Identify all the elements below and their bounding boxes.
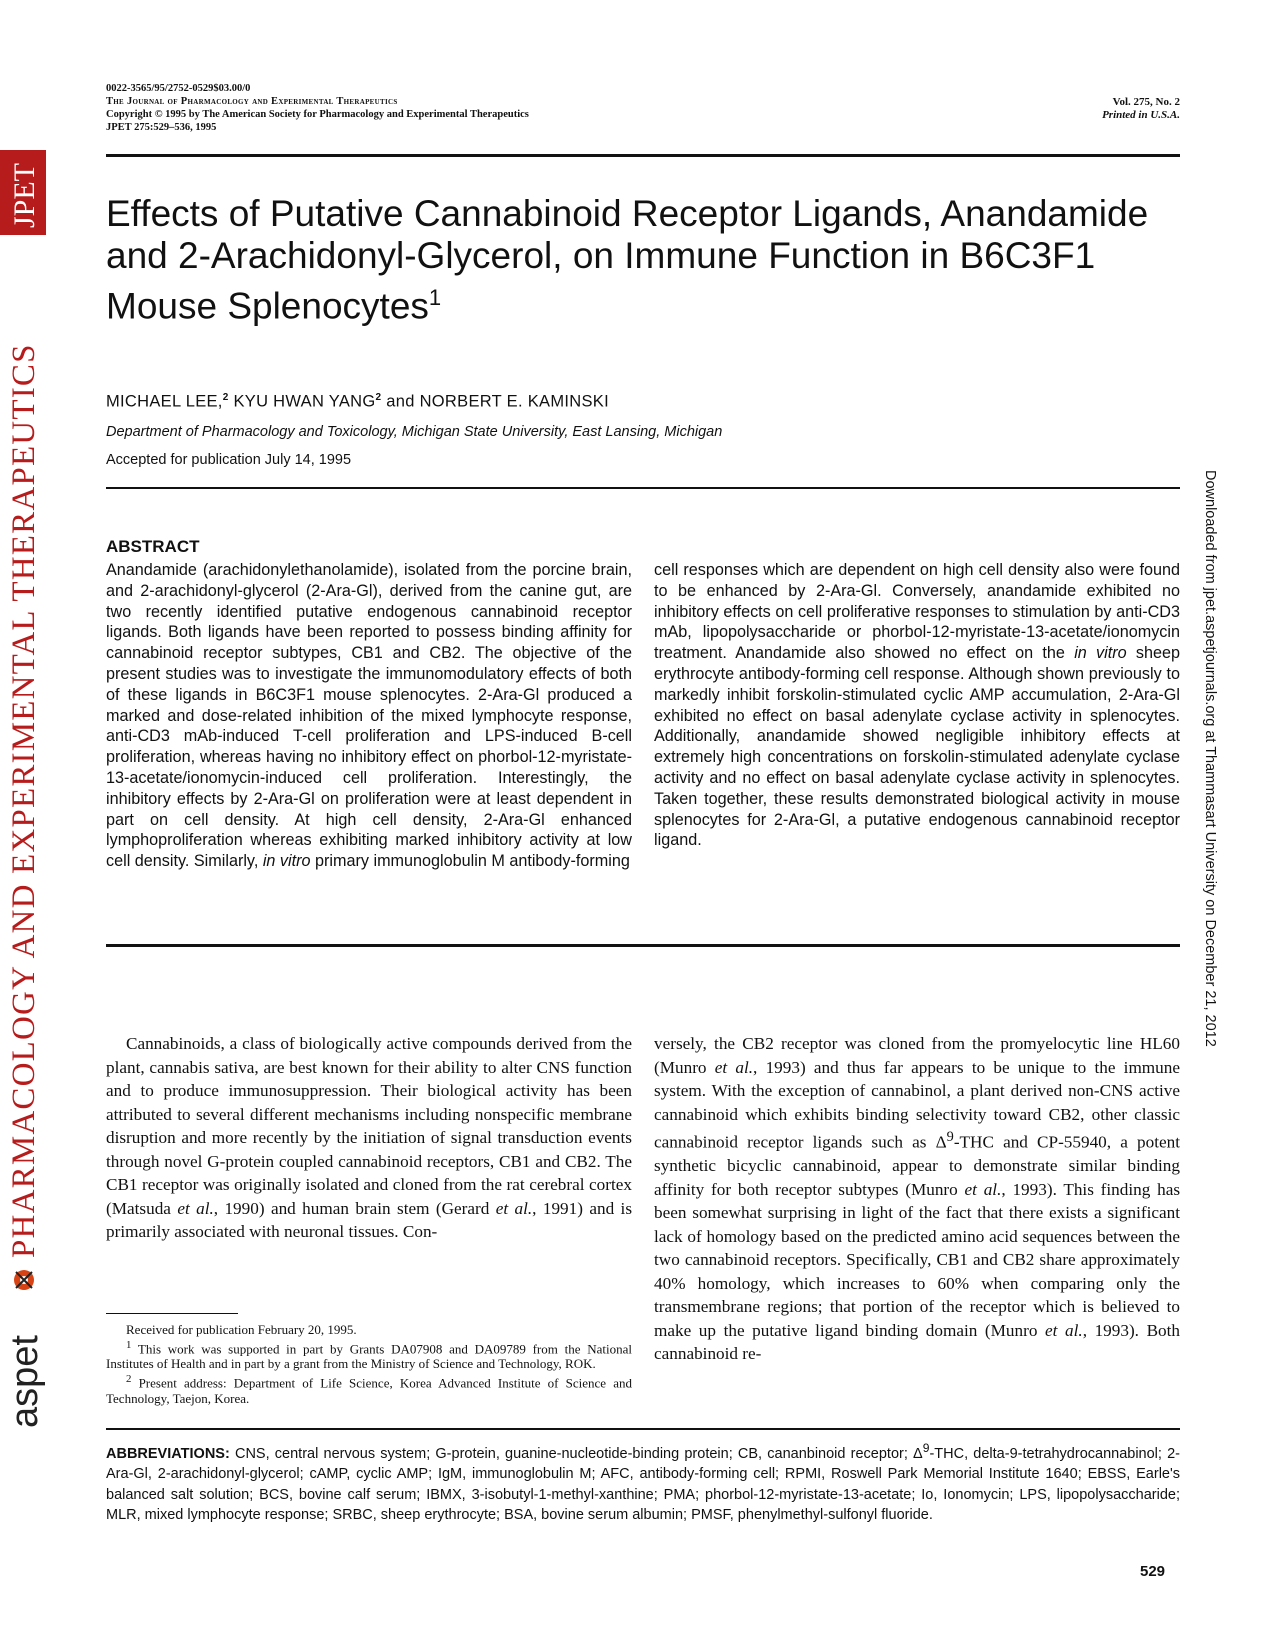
- jpet-badge: [0, 150, 46, 235]
- affiliation: Department of Pharmacology and Toxicology, Michigan State University, East Lansing, Michigan: [106, 424, 723, 440]
- abstract-text-4: sheep erythrocyte antibody-forming cell response. Although shown previously to markedly inhibit forskolin-stimulated cyclic AMP accumulation, 2-Ara-Gl exhibited no effect on basal adenylate cyclase activity in splenocytes. Additionally, anandamide showed negligible inhibitory effects at extremely high concentrations on forskolin-stimulated adenylate cyclase activity and no effect on basal adenylate cyclase activity in splenocytes. Taken together, these results demonstrated biological activity in mouse splenocytes for 2-Ara-Gl, a putative endogenous cannabinoid receptor ligand.: [654, 644, 1181, 850]
- jpet-label: JPET: [8, 162, 41, 228]
- received-note: Received for publication February 20, 1995.: [126, 1322, 357, 1337]
- citation-line: JPET 275:529–536, 1995: [106, 122, 217, 133]
- abstract-text-2: primary immunoglobulin M antibody-forming: [315, 852, 630, 871]
- abbreviations-text-2: -THC, delta-9-tetrahydrocannabinol; 2-Ara-Gl, 2-arachidonyl-glycerol; cAMP, cyclic AMP; IgM, immunoglobulin M; AFC, antibody-forming cell; RPMI, Roswell Park Memorial Institute 1640; EBSS, Earle's balanced salt solution; BCS, bovine calf serum; IBMX, 3-isobutyl-1-methyl-xanthine; PMA; phorbol-12-myristate-13-acetate; Io, Ionomycin; LPS, lipopolysaccharide; MLR, mixed lymphocyte response; SRBC, sheep erythrocyte; BSA, bovine serum albumin; PMSF, phenylmethyl-sulfonyl fluoride.: [106, 1445, 1180, 1524]
- abbreviations-label: ABBREVIATIONS:: [106, 1445, 230, 1462]
- abstract-italic-2: in vitro: [1074, 644, 1127, 663]
- footnote-rule: [106, 1313, 238, 1314]
- author-lee: MICHAEL LEE,: [106, 392, 223, 411]
- abstract-bottom-rule: [106, 944, 1180, 947]
- body-text-3: , 1991) and is primarily associated with neuronal tissues. Con-: [106, 1198, 633, 1241]
- body-text-8: , 1993). Both cannabinoid re-: [654, 1320, 1180, 1364]
- abstract-top-rule: [106, 487, 1180, 489]
- volume-info: [1030, 96, 1180, 122]
- body-etal-5: et al.: [1045, 1320, 1083, 1340]
- copyright-line: Copyright © 1995 by The American Society for Pharmacology and Experimental Therapeutics: [106, 109, 529, 120]
- footnote-1: [106, 1338, 632, 1372]
- body-text-4: versely, the CB2 receptor was cloned from the promyelocytic line HL60 (Munro: [654, 1034, 1180, 1077]
- body-text-7: , 1993). This finding has been somewhat surprising in light of the fact that there exists a significant lack of homology based on the predicted amino acid sequences between the two cannabinoid receptors. Specifically, CB1 and CB2 share approximately 40% homology, which increases to 60% when comparing only the transmembrane regions; that portion of the receptor which is believed to make up the putative ligand binding domain (Munro: [654, 1179, 1181, 1340]
- abstract-text-1: Anandamide (arachidonylethanolamide), isolated from the porcine brain, and 2-arachidonyl-glycerol (2-Ara-Gl), derived from the canine gut, are two recently identified putative endogenous cannabinoid receptor ligands. Both ligands have been reported to possess binding affinity for cannabinoid receptor subtypes, CB1 and CB2. The objective of the present studies was to investigate the immunomodulatory effects of both of these ligands in B6C3F1 mouse splenocytes. 2-Ara-Gl produced a marked and dose-related inhibition of the mixed lymphocyte response, anti-CD3 mAb-induced T-cell proliferation and LPS-induced B-cell proliferation, whereas having no inhibitory effect on phorbol-12-myristate-13-acetate/ionomycin-induced cell proliferation. Interestingly, the inhibitory effects by 2-Ara-Gl on proliferation were at least dependent in part on cell density. At high cell density, 2-Ara-Gl enhanced lymphoproliferation whereas exhibiting marked inhibitory activity at low cell density. Similarly,: [106, 561, 632, 871]
- abstract-italic-1: in vitro: [262, 852, 311, 871]
- header-rule: [106, 154, 1180, 157]
- author-yang: KYU HWAN YANG: [233, 392, 376, 411]
- abstract-text-3: cell responses which are dependent on high cell density also were found to be enhanced by 2-Ara-Gl. Conversely, anandamide exhibited no inhibitory effects on cell proliferative responses to stimulation by anti-CD3 mAb, lipopolysaccharide or phorbol-12-myristate-13-acetate/ionomycin treatment. Anandamide also showed no effect on the: [654, 561, 1180, 663]
- body-etal-1: et al.: [177, 1198, 214, 1218]
- abbreviations-rule: [106, 1428, 1180, 1430]
- sidebar-journal-name: PHARMACOLOGY AND EXPERIMENTAL THERAPEUTICS: [6, 343, 42, 1258]
- printed-line: Printed in U.S.A.: [1102, 109, 1180, 121]
- article-title: [106, 193, 1186, 327]
- body-left-column: [106, 1032, 632, 1244]
- body-etal-3: et al.: [714, 1057, 754, 1077]
- accepted-date: Accepted for publication July 14, 1995: [106, 452, 352, 468]
- author-list: [106, 392, 609, 412]
- footnote-1-text: This work was supported in part by Grants DA07908 and DA09789 from the National Institutes of Health and in part by a grant from the Ministry of Science and Technology, ROK.: [106, 1340, 632, 1372]
- body-text-1: Cannabinoids, a class of biologically active compounds derived from the plant, cannabis sativa, are best known for their ability to alter CNS function and to produce immunosuppression. Their biological activity has been attributed to several different mechanisms including nonspecific membrane disruption and more recently by the initiation of signal transduction events through novel G-protein coupled cannabinoid receptors, CB1 and CB2. The CB1 receptor was originally isolated and cloned from the rat cerebral cortex (Matsuda: [106, 1034, 632, 1218]
- author-kaminski: and NORBERT E. KAMINSKI: [386, 392, 609, 411]
- title-text: Effects of Putative Cannabinoid Receptor Ligands, Anandamide and 2-Arachidonyl-Glycerol, on Immune Function in B6C3F1 Mouse Splenocytes: [106, 193, 1149, 327]
- author-lee-mark: 2: [222, 392, 229, 403]
- abstract-heading: ABSTRACT: [106, 537, 200, 556]
- title-footnote-mark: 1: [428, 285, 442, 310]
- abstract-right-column: [654, 560, 1180, 851]
- footnote-2-text: Present address: Department of Life Science, Korea Advanced Institute of Science and Technology, Taejon, Korea.: [106, 1375, 633, 1406]
- footnote-2: [106, 1372, 632, 1406]
- body-text-2: , 1990) and human brain stem (Gerard: [213, 1198, 490, 1218]
- aspet-logo-icon: [12, 1268, 36, 1292]
- abbreviations-sup: 9: [922, 1441, 930, 1455]
- body-etal-2: et al.: [495, 1198, 533, 1218]
- journal-title-line: The Journal of Pharmacology and Experimental Therapeutics: [106, 96, 398, 107]
- body-text-6: -THC and CP-55940, a potent synthetic bicyclic cannabinoid, appear to demonstrate similar binding affinity for both receptor subtypes (Munro: [654, 1132, 1180, 1199]
- body-delta-sup: 9: [946, 1129, 954, 1145]
- page-number: 529: [1140, 1563, 1166, 1580]
- body-etal-4: et al.: [964, 1179, 1002, 1199]
- body-text-5: , 1993) and thus far appears to be unique to the immune system. With the exception of cannabinol, a plant derived non-CNS active cannabinoid which exhibits binding selectivity toward CB2, other classic cannabinoid receptor ligands such as Δ: [654, 1057, 1180, 1152]
- body-right-column: [654, 1032, 1180, 1366]
- aspet-wordmark: aspet: [4, 1335, 46, 1428]
- footnote-1-mark: 1: [126, 1338, 132, 1351]
- issn-line: 0022-3565/95/2752-0529$03.00/0: [106, 83, 251, 94]
- abbreviations-block: [106, 1438, 1180, 1526]
- footnote-2-mark: 2: [126, 1372, 132, 1385]
- abstract-left-column: [106, 560, 632, 872]
- abbreviations-text-1: CNS, central nervous system; G-protein, guanine-nucleotide-binding protein; CB, cananbinoid receptor; Δ: [234, 1445, 923, 1462]
- download-note: Downloaded from jpet.aspetjournals.org at Thammasart University on December 21, 2012: [1202, 470, 1218, 1047]
- volume-line: Vol. 275, No. 2: [1112, 96, 1180, 108]
- journal-header: [106, 82, 529, 134]
- footnotes: [106, 1322, 632, 1406]
- author-yang-mark: 2: [375, 392, 382, 403]
